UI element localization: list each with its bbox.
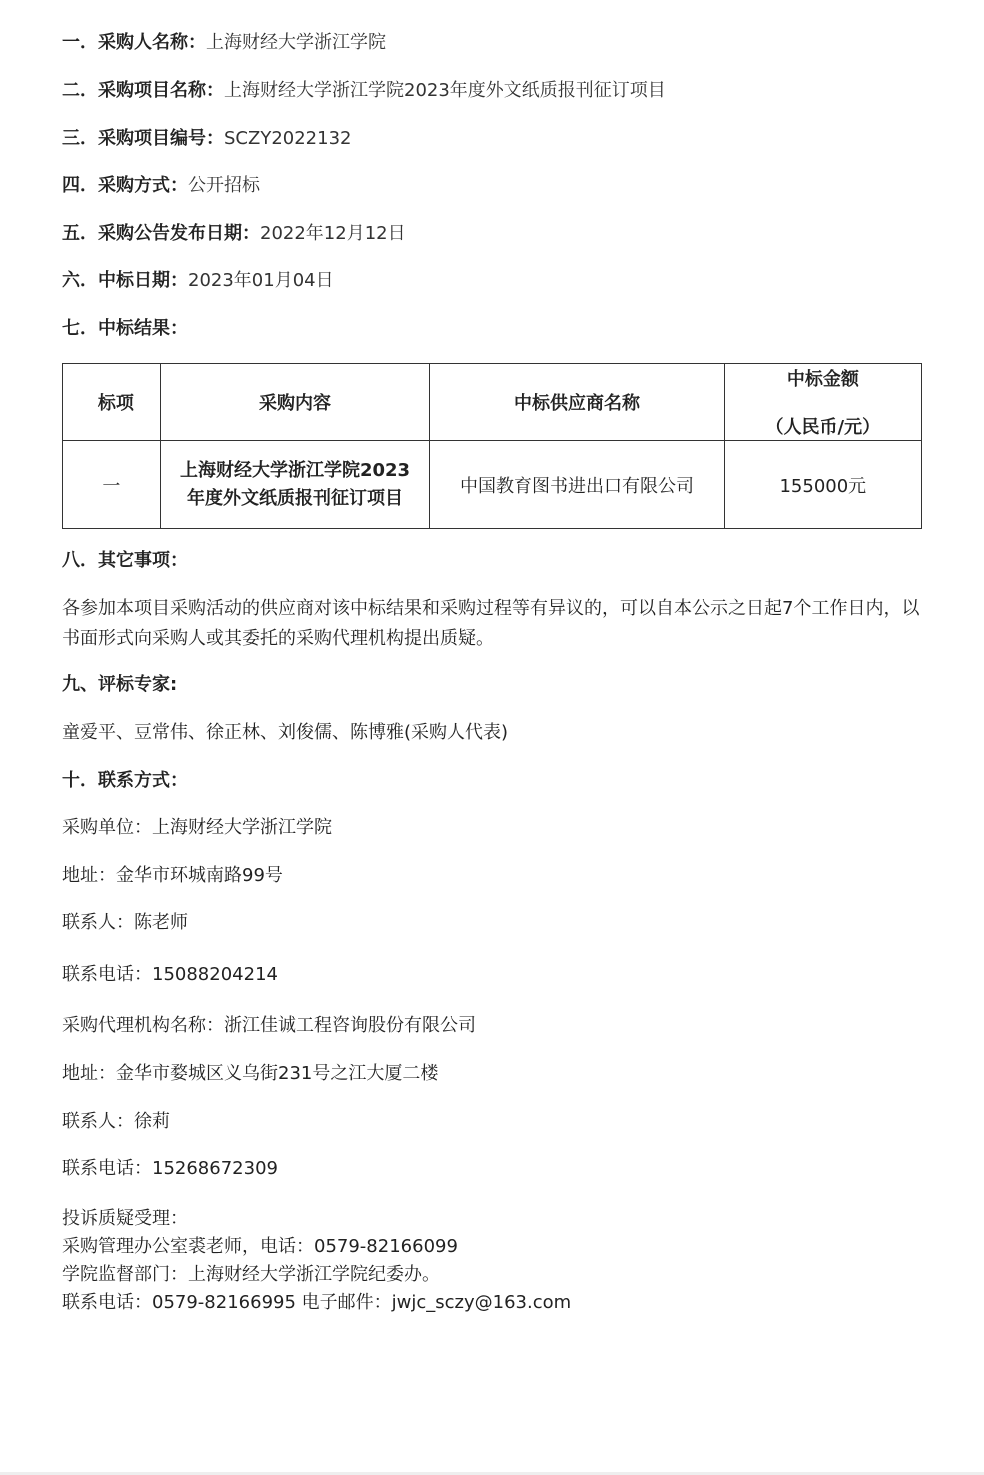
project-name-label: 二．采购项目名称： bbox=[62, 80, 224, 101]
award-result-label: 七．中标结果： bbox=[62, 318, 188, 339]
header-amount-title: 中标金额 bbox=[786, 369, 859, 390]
header-item: 标项 bbox=[63, 364, 161, 441]
other-matters-heading: 八．其它事项： bbox=[62, 550, 188, 571]
project-number-label: 三．采购项目编号： bbox=[62, 128, 224, 149]
purchaser-address: 地址：金华市环城南路99号 bbox=[62, 865, 283, 886]
cell-content: 上海财经大学浙江学院2023年度外文纸质报刊征订项目 bbox=[160, 441, 430, 529]
agency-contact: 联系人：徐莉 bbox=[62, 1111, 170, 1132]
publish-date-label: 五．采购公告发布日期： bbox=[62, 223, 260, 244]
project-number-value: SCZY2022132 bbox=[224, 128, 352, 149]
agency-name: 采购代理机构名称：浙江佳诚工程咨询股份有限公司 bbox=[62, 1015, 476, 1036]
table-row bbox=[63, 441, 922, 529]
procurement-method-row bbox=[62, 174, 260, 198]
publish-date-value: 2022年12月12日 bbox=[260, 223, 406, 244]
complaint-office: 采购管理办公室裘老师，电话：0579-82166099 bbox=[62, 1236, 458, 1257]
complaint-contact: 联系电话：0579-82166995 电子邮件：jwjc_sczy@163.com bbox=[62, 1292, 572, 1313]
project-name-value: 上海财经大学浙江学院2023年度外文纸质报刊征订项目 bbox=[224, 80, 666, 101]
header-supplier: 中标供应商名称 bbox=[430, 364, 724, 441]
procurement-method-label: 四．采购方式： bbox=[62, 175, 188, 196]
procurement-method-value: 公开招标 bbox=[188, 175, 260, 196]
cell-amount: 155000元 bbox=[724, 441, 921, 529]
purchaser-contact: 联系人：陈老师 bbox=[62, 912, 188, 933]
award-date-label: 六．中标日期： bbox=[62, 270, 188, 291]
agency-address: 地址：金华市婺城区义乌街231号之江大厦二楼 bbox=[62, 1063, 439, 1084]
table-header-row bbox=[63, 364, 922, 441]
other-matters-text: 各参加本项目采购活动的供应商对该中标结果和采购过程等有异议的，可以自本公示之日起7个工作日内，以书面形式向采购人或其委托的采购代理机构提出质疑。 bbox=[62, 598, 920, 649]
header-amount-unit: （人民币/元） bbox=[765, 417, 881, 438]
purchaser-name-row bbox=[62, 31, 386, 55]
award-result-table bbox=[62, 363, 922, 529]
publish-date-row bbox=[62, 222, 406, 246]
award-date-value: 2023年01月04日 bbox=[188, 270, 334, 291]
project-name-row bbox=[62, 79, 666, 103]
cell-supplier: 中国教育图书进出口有限公司 bbox=[430, 441, 724, 529]
experts-list: 童爱平、豆常伟、徐正林、刘俊儒、陈博雅(采购人代表) bbox=[62, 722, 509, 743]
purchaser-phone: 联系电话：15088204214 bbox=[62, 964, 278, 985]
header-content: 采购内容 bbox=[160, 364, 430, 441]
purchaser-name-label: 一．采购人名称： bbox=[62, 32, 206, 53]
experts-heading: 九、评标专家: bbox=[62, 674, 178, 695]
project-number-row bbox=[62, 127, 352, 151]
complaint-heading: 投诉质疑受理： bbox=[62, 1208, 188, 1229]
cell-item: 一 bbox=[63, 441, 161, 529]
purchaser-unit: 采购单位：上海财经大学浙江学院 bbox=[62, 817, 332, 838]
award-result-row bbox=[62, 317, 188, 341]
header-amount bbox=[724, 364, 921, 441]
complaint-supervision: 学院监督部门：上海财经大学浙江学院纪委办。 bbox=[62, 1264, 440, 1285]
contact-heading: 十．联系方式： bbox=[62, 770, 188, 791]
agency-phone: 联系电话：15268672309 bbox=[62, 1158, 278, 1179]
complaint-section bbox=[62, 1205, 571, 1317]
purchaser-name-value: 上海财经大学浙江学院 bbox=[206, 32, 386, 53]
award-date-row bbox=[62, 269, 334, 293]
